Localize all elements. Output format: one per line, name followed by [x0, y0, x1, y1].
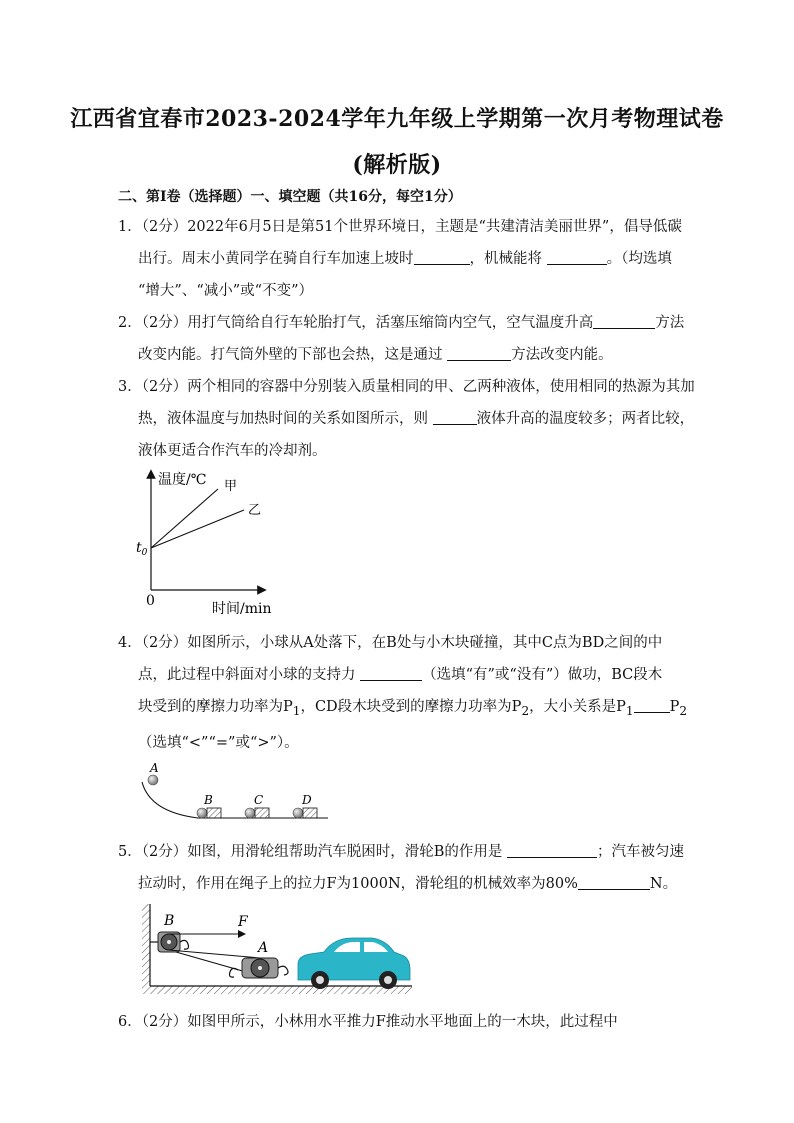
series-jia-line [151, 489, 218, 548]
q4-line-4: （选填“<”“=”或“>”）。 [138, 734, 299, 751]
q4-text-c: 块受到的摩擦力功率为P [138, 699, 293, 715]
block-b [207, 808, 221, 818]
question-3 [118, 371, 695, 467]
q2-text-c: 改变内能。打气筒外壁的下部也会热，这是通过 [138, 347, 443, 363]
page-subtitle: (解析版) [352, 152, 442, 178]
q4-text-f: P [669, 699, 680, 715]
ball-b [197, 808, 207, 818]
q2-text-d: 方法改变内能。 [511, 347, 613, 363]
q4-sub-3: 1 [625, 703, 634, 718]
q4-sub-2: 2 [521, 703, 530, 718]
ramp-collision-figure [136, 760, 336, 824]
pulley-a-axle [258, 966, 262, 970]
q4-blank-1[interactable] [360, 664, 422, 681]
t0-label: $t_0$ [136, 540, 148, 558]
origin-label: 0 [146, 593, 155, 609]
q2-line-2 [118, 339, 678, 371]
ball-d [293, 808, 303, 818]
ball-a [148, 775, 158, 785]
ball-c [245, 808, 255, 818]
question-1 [118, 211, 682, 307]
y-axis-label: 温度/℃ [158, 472, 207, 488]
section-heading: 二、第Ⅰ卷（选择题）一、填空题（共16分，每空1分） [118, 189, 462, 205]
q4-sub-1: 1 [292, 703, 301, 718]
pulley-b-axle [167, 940, 171, 944]
car-hub-front [316, 976, 324, 984]
q3-line-3: 液体更适合作汽车的冷却剂。 [138, 443, 327, 459]
ground-hatch [150, 986, 412, 994]
q3-text-a: 热，液体温度与加热时间的关系如图所示，则 [138, 411, 428, 427]
x-axis-label: 时间/min [212, 601, 272, 617]
q3-line-2 [118, 403, 695, 435]
q4-text-a: 点，此过程中斜面对小球的支持力 [138, 667, 356, 683]
q4-text-b: （选填“有”或“没有”）做功，BC段木 [422, 667, 663, 683]
q3-text-b: 液体升高的温度较多；两者比较， [476, 411, 695, 427]
q5-text-d: N。 [649, 876, 678, 892]
q4-line-2 [118, 659, 678, 691]
series-jia-label: 甲 [224, 479, 238, 494]
question-4 [118, 627, 688, 759]
page-title: 江西省宜春市2023-2024学年九年级上学期第一次月考物理试卷 [70, 106, 724, 132]
q4-text-e: ，大小关系是P [529, 699, 626, 715]
q5-line-1 [118, 836, 684, 868]
q1-line-1: 1．（2分）2022年6月5日是第51个世界环境日，主题是“共建清洁美丽世界”，倡导低碳 [118, 219, 682, 235]
label-b: B [164, 913, 175, 929]
q4-text-d: ，CD段木块受到的摩擦力功率为P [300, 699, 522, 715]
q3-line-1: 3．（2分）两个相同的容器中分别装入质量相同的甲、乙两种液体，使用相同的热源为其加 [118, 379, 695, 395]
temperature-time-graph [130, 468, 290, 618]
q4-sub-4: 2 [679, 703, 688, 718]
q6-line-1: 6．（2分）如图甲所示，小林用水平推力F推动水平地面上的一木块，此过程中 [118, 1014, 618, 1030]
q2-text-b: 方法 [655, 315, 685, 331]
series-yi-line [151, 510, 244, 548]
pulley-a-hook-left [230, 968, 239, 977]
q1-text-b: ，机械能将 [469, 251, 542, 267]
label-a: A [150, 761, 159, 775]
q2-line-1 [118, 307, 685, 339]
wall-hatch [142, 904, 150, 994]
q5-text-b: ；汽车被匀速 [596, 844, 684, 860]
q1-text-a: 出行。周末小黄同学在骑自行车加速上坡时 [138, 251, 414, 267]
q1-text-c: 。（均选填 [606, 251, 672, 267]
pulley-car-figure [138, 900, 412, 1000]
q5-blank-2[interactable] [578, 873, 650, 890]
q5-text-c: 拉动时，作用在绳子上的拉力F为1000N，滑轮组的机械效率为80% [138, 876, 578, 892]
q3-blank-1[interactable] [433, 408, 477, 425]
q1-line-2 [118, 243, 678, 275]
q5-text-a: 5．（2分）如图，用滑轮组帮助汽车脱困时，滑轮B的作用是 [118, 844, 503, 860]
pulley-a-hook-right [278, 966, 288, 975]
label-a: A [258, 940, 269, 956]
q5-blank-1[interactable] [507, 841, 597, 858]
q2-text-a: 2．（2分）用打气筒给自行车轮胎打气，活塞压缩筒内空气，空气温度升高 [118, 315, 594, 331]
q2-blank-1[interactable] [593, 312, 655, 329]
car-hub-rear [384, 976, 392, 984]
block-d [303, 808, 317, 818]
label-b: B [204, 793, 213, 807]
pulley-b-hook [180, 940, 189, 949]
label-d: D [302, 793, 312, 807]
q1-blank-1[interactable] [414, 248, 470, 265]
q4-blank-2[interactable] [634, 696, 670, 713]
car [298, 938, 410, 989]
block-c [255, 808, 269, 818]
q2-blank-2[interactable] [447, 344, 511, 361]
question-6 [118, 1006, 678, 1038]
q4-line-1: 4．（2分）如图所示，小球从A处落下，在B处与小木块碰撞，其中C点为BD之间的中 [118, 635, 663, 651]
q4-line-3 [118, 691, 688, 727]
label-c: C [254, 793, 264, 807]
q5-line-2 [118, 868, 678, 900]
q1-blank-2[interactable] [547, 248, 607, 265]
question-2 [118, 307, 685, 371]
series-yi-label: 乙 [248, 503, 262, 518]
question-5 [118, 836, 684, 900]
q1-line-3: “增大”、“减小”或“不变”） [138, 283, 313, 299]
label-f: F [238, 914, 248, 930]
